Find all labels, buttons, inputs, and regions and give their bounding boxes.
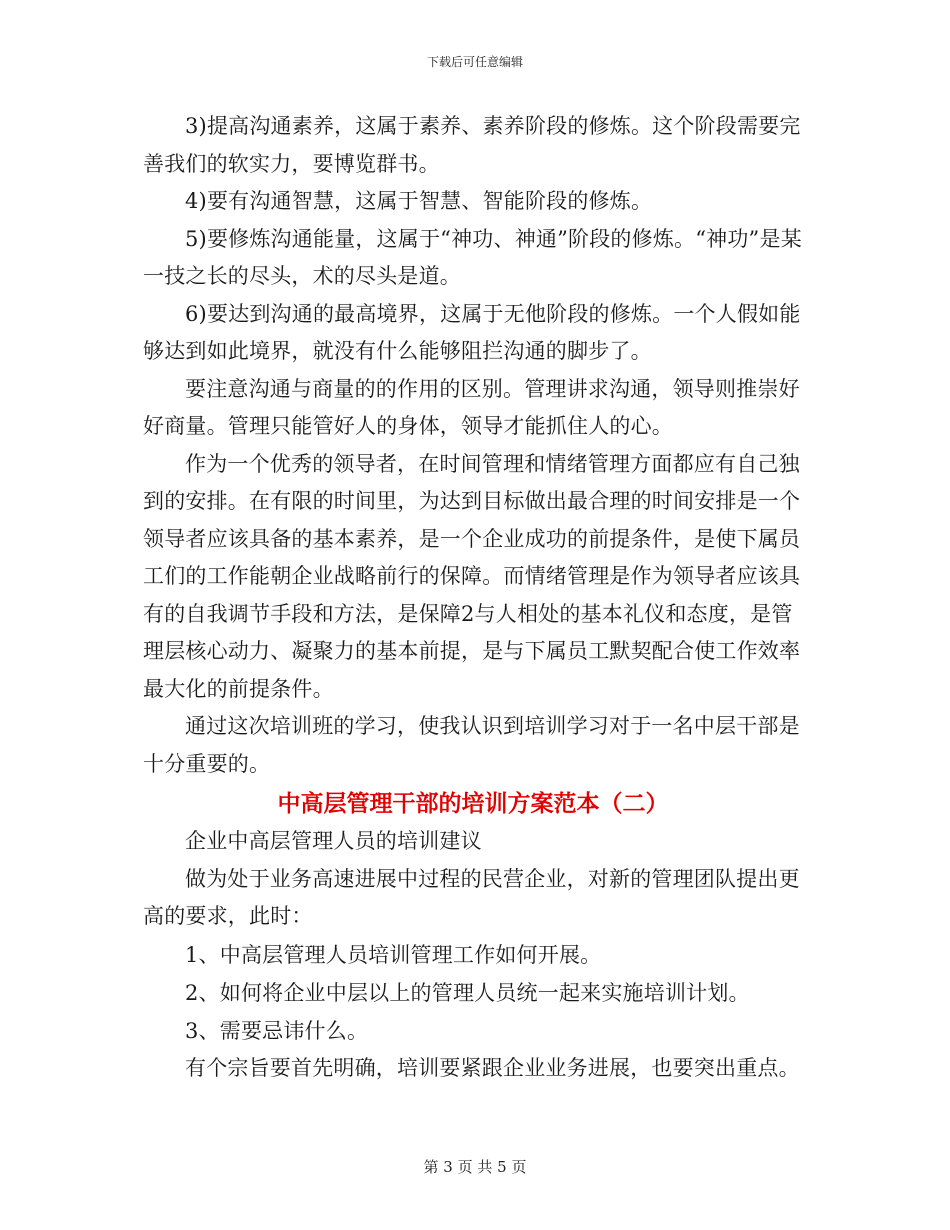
document-body <box>143 108 803 1087</box>
list-item: 2、如何将企业中层以上的管理人员统一起来实施培训计划。 <box>185 980 750 1005</box>
section-heading: 中高层管理干部的培训方案范本（二） <box>277 790 669 817</box>
paragraph: 做为处于业务高速进展中过程的民营企业，对新的管理团队提出更高的要求，此时： <box>143 866 800 928</box>
list-item: 3、需要忌讳什么。 <box>185 1018 369 1043</box>
page-header: 下载后可任意编辑 <box>426 55 523 69</box>
paragraph: 要注意沟通与商量的的作用的区别。管理讲求沟通，领导则推崇好好商量。管理只能管好人的身体，领导才能抓住人的心。 <box>143 376 800 438</box>
paragraph: 3)提高沟通素养，这属于素养、素养阶段的修炼。这个阶段需要完善我们的软实力，要博览群书。 <box>143 114 801 176</box>
paragraph: 6)要达到沟通的最高境界，这属于无他阶段的修炼。一个人假如能够达到如此境界，就没有什么能够阻拦沟通的脚步了。 <box>143 301 801 363</box>
paragraph: 通过这次培训班的学习，使我认识到培训学习对于一名中层干部是十分重要的。 <box>143 714 800 776</box>
paragraph: 有个宗旨要首先明确，培训要紧跟企业业务进展，也要突出重点。 <box>185 1055 800 1080</box>
page-number: 第 3 页 共 5 页 <box>423 1158 527 1176</box>
paragraph: 5)要修炼沟通能量，这属于“神功、神通”阶段的修炼。“神功”是某一技之长的尽头，术的尽头是道。 <box>143 226 802 288</box>
list-item: 1、中高层管理人员培训管理工作如何开展。 <box>185 942 602 967</box>
paragraph: 4)要有沟通智慧，这属于智慧、智能阶段的修炼。 <box>185 189 653 213</box>
paragraph: 作为一个优秀的领导者，在时间管理和情绪管理方面都应有自己独到的安排。在有限的时间里，为达到目标做出最合理的时间安排是一个领导者应该具备的基本素养，是一个企业成功的前提条件，是使下属员工们的工作能朝企业战略前行的保障。而情绪管理是作为领导者应该具有的自我调节手段和方法，是保障2与人相处的基本礼仪和态度，是管理层核心动力、凝聚力的基本前提，是与下属员工默契配合使工作效率最大化的前提条件。 <box>143 451 801 701</box>
paragraph: 企业中高层管理人员的培训建议 <box>185 829 482 853</box>
